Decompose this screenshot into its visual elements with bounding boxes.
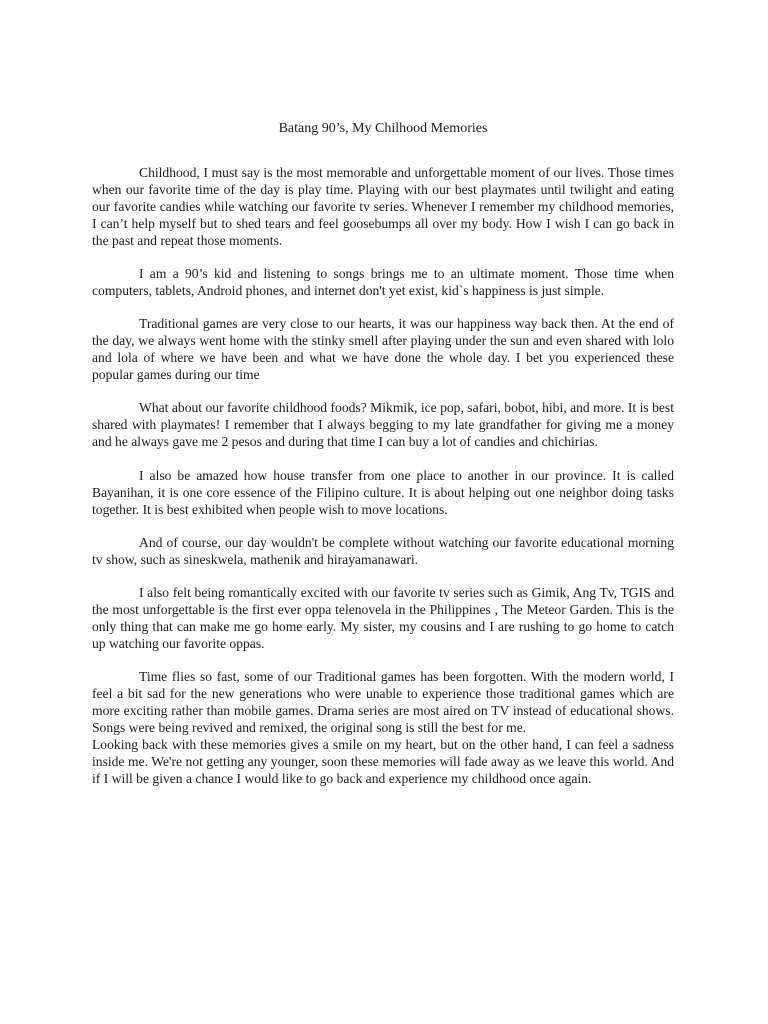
document-page: [92, 120, 674, 804]
paragraph-childhood: Childhood, I must say is the most memorable and unforgettable moment of our lives. Those times when our favorite time of the day is play time. Playing with our best playmates until twilight and eating our favorite candies while watching our favorite tv series. Whenever I remember my childhood memories, I can’t help myself but to shed tears and feel goosebumps all over my body. How I wish I can go back in the past and repeat those moments.: [92, 165, 674, 248]
paragraph-tv-series: I also felt being romantically excited with our favorite tv series such as Gimik, Ang Tv, TGIS and the most unforgettable is the first ever oppa telenovela in the Philippines , The Meteor Garden. This is the only thing that can make me go home early. My sister, my cousins and I are rushing to go home to catch up watching our favorite oppas.: [92, 585, 674, 651]
paragraph-time-flies: Time flies so fast, some of our Traditional games has been forgotten. With the modern world, I feel a bit sad for the new generations who were unable to experience those traditional games which are more exciting rather than mobile games. Drama series are most aired on TV instead of educational shows. Songs were being revived and remixed, the original song is still the best for me.: [92, 669, 674, 736]
paragraph-childhood-foods: What about our favorite childhood foods? Mikmik, ice pop, safari, bobot, hibi, and more. It is best shared with playmates! I remember that I always begging to my late grandfather for giving me a money and he always gave me 2 pesos and during that time I can buy a lot of candies and chichirias.: [92, 400, 674, 450]
paragraph-tv-shows: And of course, our day wouldn't be complete without watching our favorite educational morning tv show, such as sineskwela, mathenik and hirayamanawari.: [92, 534, 674, 567]
paragraph-bayanihan: I also be amazed how house transfer from one place to another in our province. It is called Bayanihan, it is one core essence of the Filipino culture. It is about helping out one neighbor doing tasks together. It is best exhibited when people wish to move locations.: [92, 467, 674, 517]
paragraph-looking-back: Looking back with these memories gives a smile on my heart, but on the other hand, I can feel a sadness inside me. We're not getting any younger, soon these memories will fade away as we leave this world. And if I will be given a chance I would like to go back and experience my childhood once again.: [92, 736, 674, 786]
paragraph-90s-kid: I am a 90’s kid and listening to songs brings me to an ultimate moment. Those time when computers, tablets, Android phones, and internet don't yet exist, kid`s happiness is just simple.: [92, 266, 674, 298]
document-title: Batang 90’s, My Chilhood Memories: [278, 121, 488, 136]
paragraph-traditional-games: Traditional games are very close to our hearts, it was our happiness way back then. At the end of the day, we always went home with the stinky smell after playing under the sun and even shared with lolo and lola of where we have been and what we have done the whole day. I bet you experienced these popular games during our time: [92, 316, 674, 383]
